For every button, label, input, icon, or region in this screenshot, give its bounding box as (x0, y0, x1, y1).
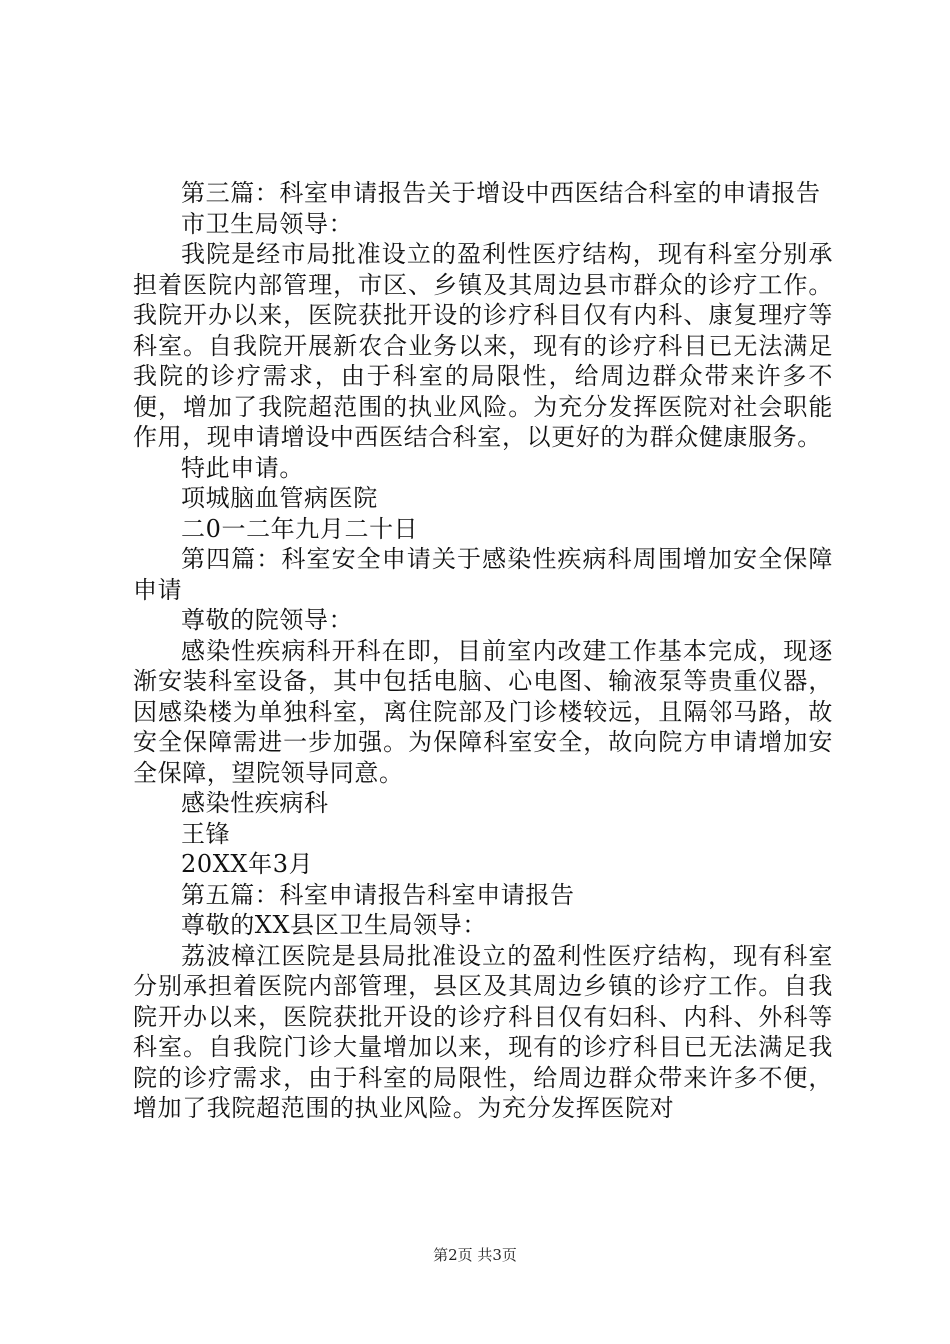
body-paragraph: 荔波樟江医院是县局批准设立的盈利性医疗结构，现有科室分别承担着医院内部管理，县区及其周边乡镇的诊疗工作。自我院开办以来，医院获批开设的诊疗科目仅有妇科、内科、外科等科室。自我院门诊大量增加以来，现有的诊疗科目已无法满足我院的诊疗需求，由于科室的局限性，给周边群众带来许多不便，增加了我院超范围的执业风险。为充分发挥医院对 (133, 941, 833, 1122)
salutation: 尊敬的院领导： (181, 606, 354, 634)
salutation: 尊敬的XX县区卫生局领导： (181, 911, 487, 939)
section-heading: 第五篇：科室申请报告科室申请报告 (181, 880, 575, 909)
signature-date: 20XX年3月 (181, 850, 314, 878)
signature-org: 项城脑血管病医院 (181, 484, 378, 512)
section-heading: 第三篇：科室申请报告关于增设中西医结合科室的申请报告 (181, 179, 821, 207)
body-paragraph: 我院是经市局批准设立的盈利性医疗结构，现有科室分别承担着医院内部管理，市区、乡镇及其周边县市群众的诊疗工作。我院开办以来，医院获批开设的诊疗科目仅有内科、康复理疗等科室。自我院开展新农合业务以来，现有的诊疗科目已无法满足我院的诊疗需求，由于科室的局限性，给周边群众带来许多不便，增加了我院超范围的执业风险。为充分发挥医院对社会职能作用，现申请增设中西医结合科室，以更好的为群众健康服务。 (133, 240, 833, 451)
signature-name: 王锋 (181, 819, 231, 848)
salutation: 市卫生局领导： (181, 209, 354, 238)
body-paragraph: 感染性疾病科开科在即，目前室内改建工作基本完成，现逐渐安装科室设备，其中包括电脑、心电图、输液泵等贵重仪器，因感染楼为单独科室，离住院部及门诊楼较远，且隔邻马路，故安全保障需进一步加强。为保障科室安全，故向院方申请增加安全保障，望院领导同意。 (133, 636, 833, 787)
section-heading: 第四篇：科室安全申请关于感染性疾病科周围增加安全保障申请 (133, 545, 833, 604)
closing-line: 特此申请。 (181, 453, 304, 482)
page-footer: 第2页 共3页 (433, 1246, 517, 1264)
document-body (133, 178, 833, 1124)
signature-date: 二0一二年九月二十日 (181, 514, 419, 543)
signature-dept: 感染性疾病科 (181, 789, 329, 817)
